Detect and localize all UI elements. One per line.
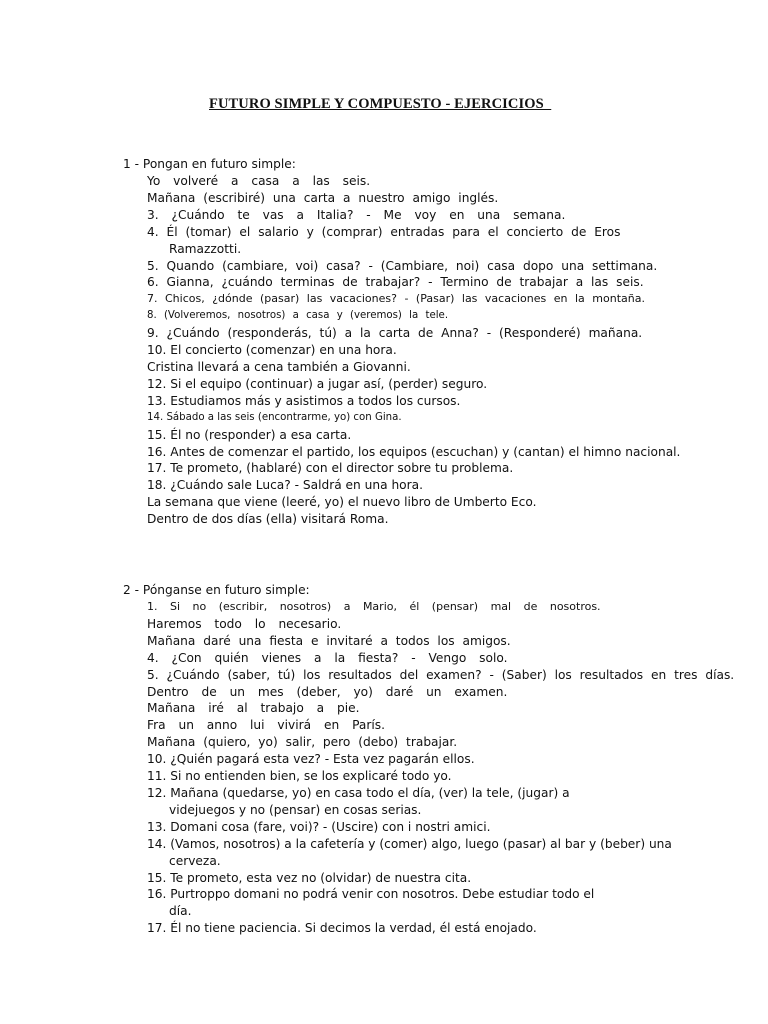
exercise-line: 1. Si no (escribir, nosotros) a Mario, él (pensar) mal de nosotros. xyxy=(147,600,601,613)
exercise-line: 3. ¿Cuándo te vas a Italia? - Me voy en una semana. xyxy=(147,207,566,222)
exercise-line: Yo volveré a casa a las seis. xyxy=(147,174,371,188)
exercise-line: Mañana iré al trabajo a pie. xyxy=(147,701,360,716)
exercise-line: 15. Él no (responder) a esa carta. xyxy=(147,427,352,442)
exercise-line: 15. Te prometo, esta vez no (olvidar) de nuestra cita. xyxy=(147,870,472,885)
exercise-line: 5. ¿Cuándo (saber, tú) los resultados del examen? - (Saber) los resultados en tres días. xyxy=(147,667,735,682)
exercise-line: 12. Si el equipo (continuar) a jugar así, (perder) seguro. xyxy=(147,376,488,391)
exercise-line: Dentro de dos días (ella) visitará Roma. xyxy=(147,512,389,527)
exercise-line: Mañana daré una fiesta e invitaré a todos los amigos. xyxy=(147,633,511,648)
exercise-line: Cristina llevará a cena también a Giovanni. xyxy=(147,359,411,374)
exercise-section-2 xyxy=(123,582,734,937)
exercise-line: Fra un anno lui vivirá en París. xyxy=(147,718,385,733)
exercise-line: 11. Si no entienden bien, se los explicaré todo yo. xyxy=(147,769,452,784)
exercise-line: Mañana (quiero, yo) salir, pero (debo) trabajar. xyxy=(147,735,458,750)
exercise-line: cerveza. xyxy=(169,853,221,868)
exercise-line: 7. Chicos, ¿dónde (pasar) las vacaciones? - (Pasar) las vacaciones en la montaña. xyxy=(147,292,645,306)
page-title: FUTURO SIMPLE Y COMPUESTO - EJERCICIOS xyxy=(209,96,552,112)
exercise-line: 13. Estudiamos más y asistimos a todos los cursos. xyxy=(147,393,461,408)
exercise-line: 10. El concierto (comenzar) en una hora. xyxy=(147,343,397,358)
exercise-line: 12. Mañana (quedarse, yo) en casa todo el día, (ver) la tele, (jugar) a xyxy=(147,785,570,800)
exercise-line: 18. ¿Cuándo sale Luca? - Saldrá en una hora. xyxy=(147,478,423,493)
exercise-line: Ramazzotti. xyxy=(169,241,242,256)
exercise-line: 10. ¿Quién pagará esta vez? - Esta vez pagarán ellos. xyxy=(147,752,475,767)
exercise-line: 13. Domani cosa (fare, voi)? - (Uscire) con i nostri amici. xyxy=(147,819,491,834)
exercise-line: 6. Gianna, ¿cuándo terminas de trabajar? - Termino de trabajar a las seis. xyxy=(147,275,644,290)
exercise-section-1 xyxy=(123,156,680,528)
exercise-line: 16. Purtroppo domani no podrá venir con nosotros. Debe estudiar todo el xyxy=(147,887,595,902)
section-heading: 2 - Pónganse en futuro simple: xyxy=(123,583,310,597)
section-heading: 1 - Pongan en futuro simple: xyxy=(123,157,296,171)
exercise-line: día. xyxy=(169,904,192,919)
exercise-line: 4. Él (tomar) el salario y (comprar) entradas para el concierto de Eros xyxy=(147,224,621,239)
exercise-line: 8. (Volveremos, nosotros) a casa y (veremos) la tele. xyxy=(147,310,449,322)
exercise-line: Mañana (escribiré) una carta a nuestro amigo inglés. xyxy=(147,190,499,205)
exercise-line: Haremos todo lo necesario. xyxy=(147,616,342,631)
exercise-line: 17. Él no tiene paciencia. Si decimos la verdad, él está enojado. xyxy=(147,921,537,936)
exercise-line: 9. ¿Cuándo (responderás, tú) a la carta de Anna? - (Responderé) mañana. xyxy=(147,326,643,341)
exercise-line: 14. Sábado a las seis (encontrarme, yo) con Gina. xyxy=(147,411,402,423)
exercise-line: 5. Quando (cambiare, voi) casa? - (Cambiare, noi) casa dopo una settimana. xyxy=(147,258,658,273)
exercise-line: 14. (Vamos, nosotros) a la cafetería y (comer) algo, luego (pasar) al bar y (beber) una xyxy=(147,836,672,851)
exercise-line: 4. ¿Con quién vienes a la fiesta? - Vengo solo. xyxy=(147,650,508,665)
exercise-line: Dentro de un mes (deber, yo) daré un examen. xyxy=(147,684,508,699)
exercise-line: 16. Antes de comenzar el partido, los equipos (escuchan) y (cantan) el himno nacional. xyxy=(147,444,681,459)
exercise-line: La semana que viene (leeré, yo) el nuevo libro de Umberto Eco. xyxy=(147,495,537,510)
exercise-line: 17. Te prometo, (hablaré) con el director sobre tu problema. xyxy=(147,461,514,476)
exercise-line: videjuegos y no (pensar) en cosas serias. xyxy=(169,802,422,817)
